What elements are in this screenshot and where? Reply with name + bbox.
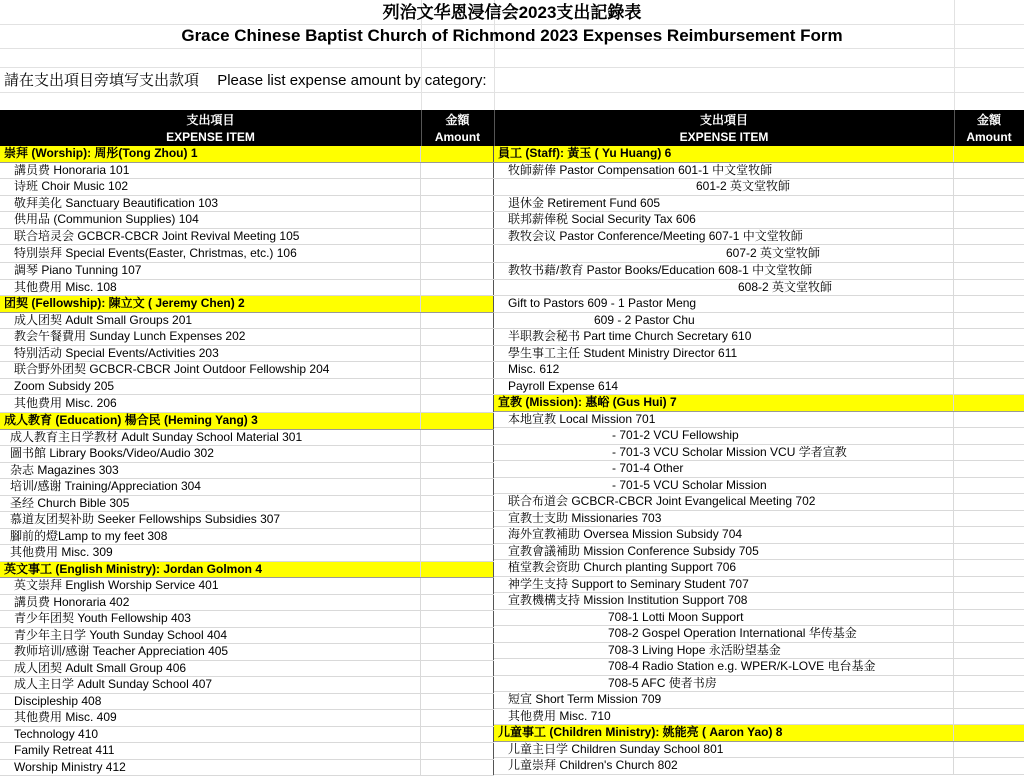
expense-item-header-en: EXPENSE ITEM [166, 130, 255, 144]
amount-cell[interactable] [954, 428, 1024, 444]
amount-header-zh: 金額 [445, 113, 470, 127]
expense-row [0, 229, 494, 246]
amount-cell[interactable] [421, 611, 494, 627]
expense-item-label: 教牧会议 Pastor Conference/Meeting 607-1 中文堂牧師 [494, 229, 954, 245]
expense-item-label: 其他费用 Misc. 409 [0, 710, 421, 726]
amount-cell[interactable] [421, 179, 494, 195]
expense-row [0, 677, 494, 694]
expense-item-label: 學生事工主任 Student Ministry Director 611 [494, 346, 954, 362]
category-row [0, 562, 494, 579]
expense-row [0, 644, 494, 661]
expense-row [0, 263, 494, 280]
amount-cell[interactable] [421, 496, 494, 512]
expense-item-label: 特别活动 Special Events/Activities 203 [0, 346, 421, 362]
expense-row [494, 245, 1024, 263]
expense-row [494, 709, 1024, 726]
expense-row [0, 694, 494, 711]
expense-row [0, 313, 494, 330]
amount-cell[interactable] [421, 512, 494, 528]
amount-cell[interactable] [421, 479, 494, 495]
expense-item-label: 圣经 Church Bible 305 [0, 496, 421, 512]
expense-row [0, 395, 494, 413]
expense-item-label: 成人教育主日学教材 Adult Sunday School Material 301 [0, 430, 421, 446]
expense-item-label: 敬拜美化 Sanctuary Beautification 103 [0, 196, 421, 212]
expense-row [0, 479, 494, 496]
expense-item-label: 宣教士支助 Missionaries 703 [494, 511, 954, 527]
header-divider [421, 110, 422, 146]
expense-item-label: 牧師薪俸 Pastor Compensation 601-1 中文堂牧師 [494, 163, 954, 179]
column-header-row [0, 110, 1024, 146]
amount-cell[interactable] [421, 529, 494, 545]
amount-header-zh: 金額 [976, 113, 1001, 127]
expense-row [494, 229, 1024, 246]
amount-cell[interactable] [421, 463, 494, 479]
amount-header-right [954, 110, 1024, 146]
expense-item-label: 教师培训/感谢 Teacher Appreciation 405 [0, 644, 421, 660]
amount-cell[interactable] [421, 263, 494, 279]
amount-cell[interactable] [954, 742, 1024, 758]
expense-item-label: 儿童崇拜 Children's Church 802 [494, 758, 954, 774]
expense-row [494, 412, 1024, 429]
expense-item-header-zh: 支出項目 [699, 113, 748, 127]
expense-item-label: Worship Ministry 412 [0, 760, 421, 776]
category-row [0, 146, 494, 163]
category-row [494, 395, 1024, 412]
category-label: 儿童事工 (Children Ministry): 姚能亮 ( Aaron Yao) 8 [494, 725, 954, 741]
expense-item-label: 联合野外团契 GCBCR-CBCR Joint Outdoor Fellowship 204 [0, 362, 421, 378]
expense-row [0, 346, 494, 363]
expense-item-label: 609 - 2 Pastor Chu [494, 313, 954, 329]
expense-item-header-right [494, 110, 954, 146]
header-divider [494, 110, 495, 146]
expense-row [494, 313, 1024, 330]
category-row [494, 725, 1024, 742]
amount-cell[interactable] [954, 329, 1024, 345]
expense-row [0, 529, 494, 546]
expense-row [0, 760, 494, 776]
amount-cell[interactable] [421, 280, 494, 296]
amount-cell[interactable] [954, 313, 1024, 329]
amount-cell[interactable] [421, 628, 494, 644]
expense-row [494, 445, 1024, 462]
expense-row [0, 430, 494, 447]
category-label: 宣教 (Mission): 惠峪 (Gus Hui) 7 [494, 395, 954, 411]
amount-cell[interactable] [954, 577, 1024, 593]
expense-item-label: 联合布道会 GCBCR-CBCR Joint Evangelical Meeting 702 [494, 494, 954, 510]
expense-item-label: 退休金 Retirement Fund 605 [494, 196, 954, 212]
left-expense-column [0, 146, 494, 776]
amount-cell[interactable] [954, 229, 1024, 245]
expense-row [494, 560, 1024, 577]
expense-item-label: - 701-3 VCU Scholar Mission VCU 学者宣教 [494, 445, 954, 461]
expense-row [494, 494, 1024, 511]
expense-row [494, 296, 1024, 313]
expense-item-label: 講员费 Honoraria 101 [0, 163, 421, 179]
category-label: 崇拜 (Worship): 周彤(Tong Zhou) 1 [0, 146, 421, 162]
category-row [0, 296, 494, 313]
amount-cell[interactable] [954, 280, 1024, 296]
amount-cell[interactable] [421, 578, 494, 594]
expense-row [0, 245, 494, 263]
expense-item-label: 青少年主日学 Youth Sunday School 404 [0, 628, 421, 644]
expense-row [0, 710, 494, 727]
expense-item-label: Payroll Expense 614 [494, 379, 954, 395]
amount-cell[interactable] [954, 643, 1024, 659]
amount-cell[interactable] [421, 661, 494, 677]
expense-item-label: 杂志 Magazines 303 [0, 463, 421, 479]
expense-row [0, 196, 494, 213]
expense-item-label: - 701-4 Other [494, 461, 954, 477]
expense-row [0, 379, 494, 396]
expense-row [0, 545, 494, 562]
expense-row [494, 263, 1024, 280]
amount-cell[interactable] [421, 644, 494, 660]
expense-row [494, 659, 1024, 676]
amount-cell[interactable] [954, 412, 1024, 428]
amount-header-en: Amount [434, 130, 481, 144]
expense-row [0, 212, 494, 229]
expense-row [0, 179, 494, 196]
category-label: 成人教育 (Education) 楊合民 (Heming Yang) 3 [0, 413, 421, 429]
expense-item-label: 短宣 Short Term Mission 709 [494, 692, 954, 708]
amount-cell[interactable] [421, 329, 494, 345]
amount-cell[interactable] [954, 676, 1024, 692]
instruction-english: Please list expense amount by category: [217, 72, 487, 89]
expense-item-label: 神学生支持 Support to Seminary Student 707 [494, 577, 954, 593]
expense-item-label: Technology 410 [0, 727, 421, 743]
expense-row [0, 512, 494, 529]
expense-item-label: 宣教會議補助 Mission Conference Subsidy 705 [494, 544, 954, 560]
amount-cell[interactable] [954, 758, 1024, 774]
amount-header-en: Amount [966, 130, 1012, 144]
expense-row [0, 661, 494, 678]
expense-item-label: 教会午餐費用 Sunday Lunch Expenses 202 [0, 329, 421, 345]
amount-header-left [421, 110, 494, 146]
amount-cell [954, 146, 1024, 162]
category-label: 团契 (Fellowship): 陳立文 ( Jeremy Chen) 2 [0, 296, 421, 312]
expense-row [0, 628, 494, 645]
expense-item-label: 英文崇拜 English Worship Service 401 [0, 578, 421, 594]
amount-cell[interactable] [954, 179, 1024, 195]
expense-item-label: 708-3 Living Hope 永活盼望基金 [494, 643, 954, 659]
expense-item-header-left [0, 110, 421, 146]
expense-item-label: 本地宣教 Local Mission 701 [494, 412, 954, 428]
blank-row [0, 49, 1024, 68]
amount-cell[interactable] [421, 346, 494, 362]
expense-row [0, 595, 494, 612]
amount-cell[interactable] [954, 461, 1024, 477]
expense-item-label: 慕道友团契补助 Seeker Fellowships Subsidies 307 [0, 512, 421, 528]
amount-cell[interactable] [421, 229, 494, 245]
amount-cell[interactable] [954, 263, 1024, 279]
expense-item-label: 圖书館 Library Books/Video/Audio 302 [0, 446, 421, 462]
expense-row [0, 446, 494, 463]
expense-row [0, 578, 494, 595]
amount-cell[interactable] [421, 379, 494, 395]
expense-row [494, 478, 1024, 495]
amount-cell[interactable] [421, 245, 494, 262]
expense-row [494, 379, 1024, 396]
amount-cell [954, 725, 1024, 741]
amount-cell[interactable] [421, 163, 494, 179]
amount-cell[interactable] [421, 760, 494, 776]
expense-item-label: 半职教会秘书 Part time Church Secretary 610 [494, 329, 954, 345]
amount-cell[interactable] [954, 494, 1024, 510]
expense-row [494, 676, 1024, 693]
expense-item-label: 講员费 Honoraria 402 [0, 595, 421, 611]
instruction-row [0, 68, 1024, 93]
expense-item-label: 708-5 AFC 使者书房 [494, 676, 954, 692]
category-label: 員工 (Staff): 黃玉 ( Yu Huang) 6 [494, 146, 954, 162]
amount-cell[interactable] [954, 346, 1024, 362]
expense-item-label: 青少年团契 Youth Fellowship 403 [0, 611, 421, 627]
expense-item-label: Zoom Subsidy 205 [0, 379, 421, 395]
amount-cell[interactable] [421, 362, 494, 378]
amount-cell[interactable] [954, 296, 1024, 312]
amount-cell[interactable] [421, 710, 494, 726]
expense-row [494, 593, 1024, 610]
expense-item-label: 608-2 英文堂牧師 [494, 280, 954, 296]
expense-item-label: - 701-2 VCU Fellowship [494, 428, 954, 444]
amount-cell[interactable] [954, 511, 1024, 527]
expense-row [494, 461, 1024, 478]
amount-cell[interactable] [954, 610, 1024, 626]
header-divider [954, 110, 955, 146]
expense-item-label: 植堂教会资助 Church planting Support 706 [494, 560, 954, 576]
category-row [494, 146, 1024, 163]
category-row [0, 413, 494, 430]
expense-item-label: 708-2 Gospel Operation International 华传基金 [494, 626, 954, 642]
expense-item-label: - 701-5 VCU Scholar Mission [494, 478, 954, 494]
amount-cell [421, 296, 494, 312]
expense-item-label: 诗班 Choir Music 102 [0, 179, 421, 195]
amount-cell[interactable] [954, 593, 1024, 609]
form-title-chinese: 列治文华恩浸信会2023支出記錄表 [0, 0, 1024, 25]
amount-cell[interactable] [421, 446, 494, 462]
amount-cell [421, 146, 494, 162]
amount-cell[interactable] [421, 430, 494, 446]
expense-item-label: 成人主日学 Adult Sunday School 407 [0, 677, 421, 693]
expense-row [0, 727, 494, 744]
form-title-english: Grace Chinese Baptist Church of Richmond 2023 Expenses Reimbursement Form [0, 25, 1024, 49]
expense-item-label: 海外宣教補助 Oversea Mission Subsidy 704 [494, 527, 954, 543]
expense-row [494, 511, 1024, 528]
amount-cell [954, 395, 1024, 411]
expense-row [494, 527, 1024, 544]
expense-item-label: 供用品 (Communion Supplies) 104 [0, 212, 421, 228]
expense-row [494, 742, 1024, 759]
amount-cell[interactable] [954, 709, 1024, 725]
expense-item-label: 培训/感谢 Training/Appreciation 304 [0, 479, 421, 495]
amount-cell[interactable] [421, 395, 494, 412]
expense-row [494, 544, 1024, 561]
amount-cell[interactable] [421, 545, 494, 561]
expense-item-header-en: EXPENSE ITEM [679, 130, 769, 144]
amount-cell[interactable] [954, 478, 1024, 494]
amount-cell[interactable] [954, 560, 1024, 576]
amount-cell[interactable] [421, 595, 494, 611]
expense-row [494, 428, 1024, 445]
expense-item-label: 儿童主日学 Children Sunday School 801 [494, 742, 954, 758]
amount-cell[interactable] [421, 727, 494, 743]
amount-cell[interactable] [421, 196, 494, 212]
expense-item-label: Discipleship 408 [0, 694, 421, 710]
expense-row [0, 280, 494, 297]
expense-item-label: Misc. 612 [494, 362, 954, 378]
expense-item-label: 联邦薪俸税 Social Security Tax 606 [494, 212, 954, 228]
amount-cell[interactable] [421, 313, 494, 329]
expense-item-label: 其他费用 Misc. 108 [0, 280, 421, 296]
amount-cell[interactable] [421, 212, 494, 228]
expense-item-label: 宣教機構支持 Mission Institution Support 708 [494, 593, 954, 609]
expense-row [494, 362, 1024, 379]
amount-cell[interactable] [954, 245, 1024, 262]
expense-row [0, 743, 494, 760]
expense-row [494, 758, 1024, 775]
expense-item-label: 其他费用 Misc. 206 [0, 395, 421, 412]
expense-item-label: 調琴 Piano Tunning 107 [0, 263, 421, 279]
expense-row [494, 643, 1024, 660]
expense-row [0, 329, 494, 346]
amount-cell[interactable] [954, 544, 1024, 560]
expense-item-label: 708-4 Radio Station e.g. WPER/K-LOVE 电台基金 [494, 659, 954, 675]
amount-cell[interactable] [954, 212, 1024, 228]
expense-row [0, 611, 494, 628]
expense-item-label: 708-1 Lotti Moon Support [494, 610, 954, 626]
amount-cell[interactable] [954, 379, 1024, 395]
expense-item-label: 特別崇拜 Special Events(Easter, Christmas, etc.) 106 [0, 245, 421, 262]
category-label: 英文事工 (English Ministry): Jordan Golmon 4 [0, 562, 421, 578]
expense-item-label: Family Retreat 411 [0, 743, 421, 759]
expense-row [494, 280, 1024, 297]
expense-row [0, 362, 494, 379]
expense-item-label: 教牧书藉/教育 Pastor Books/Education 608-1 中文堂牧師 [494, 263, 954, 279]
expense-item-label: 601-2 英文堂牧師 [494, 179, 954, 195]
amount-cell[interactable] [954, 362, 1024, 378]
expense-item-label: 其他费用 Misc. 309 [0, 545, 421, 561]
amount-cell[interactable] [954, 527, 1024, 543]
amount-cell[interactable] [421, 694, 494, 710]
amount-cell[interactable] [954, 626, 1024, 642]
expense-item-label: 成人团契 Adult Small Group 406 [0, 661, 421, 677]
expense-item-label: 607-2 英文堂牧師 [494, 245, 954, 262]
amount-cell[interactable] [421, 743, 494, 759]
amount-cell[interactable] [954, 196, 1024, 212]
expense-item-label: 成人团契 Adult Small Groups 201 [0, 313, 421, 329]
instruction-chinese: 請在支出項目旁填写支出款項 [4, 72, 200, 89]
amount-cell[interactable] [954, 692, 1024, 708]
expense-row [0, 496, 494, 513]
expense-row [494, 346, 1024, 363]
amount-cell[interactable] [954, 445, 1024, 461]
amount-cell[interactable] [954, 659, 1024, 675]
expense-row [0, 463, 494, 480]
expense-row [494, 692, 1024, 709]
amount-cell[interactable] [421, 677, 494, 693]
amount-cell[interactable] [954, 163, 1024, 179]
amount-cell [421, 562, 494, 578]
expense-row [494, 577, 1024, 594]
right-expense-column [494, 146, 1024, 775]
expense-row [494, 196, 1024, 213]
expense-item-label: 联合培灵会 GCBCR-CBCR Joint Revival Meeting 105 [0, 229, 421, 245]
expense-row [494, 212, 1024, 229]
amount-cell [421, 413, 494, 429]
expense-item-label: 腳前的燈Lamp to my feet 308 [0, 529, 421, 545]
expense-item-label: Gift to Pastors 609 - 1 Pastor Meng [494, 296, 954, 312]
expense-row [494, 329, 1024, 346]
expense-row [494, 163, 1024, 180]
expense-row [494, 610, 1024, 627]
expense-row [0, 163, 494, 180]
expense-row [494, 179, 1024, 196]
expense-item-label: 其他费用 Misc. 710 [494, 709, 954, 725]
expense-item-header-zh: 支出項目 [186, 113, 235, 127]
expense-row [494, 626, 1024, 643]
